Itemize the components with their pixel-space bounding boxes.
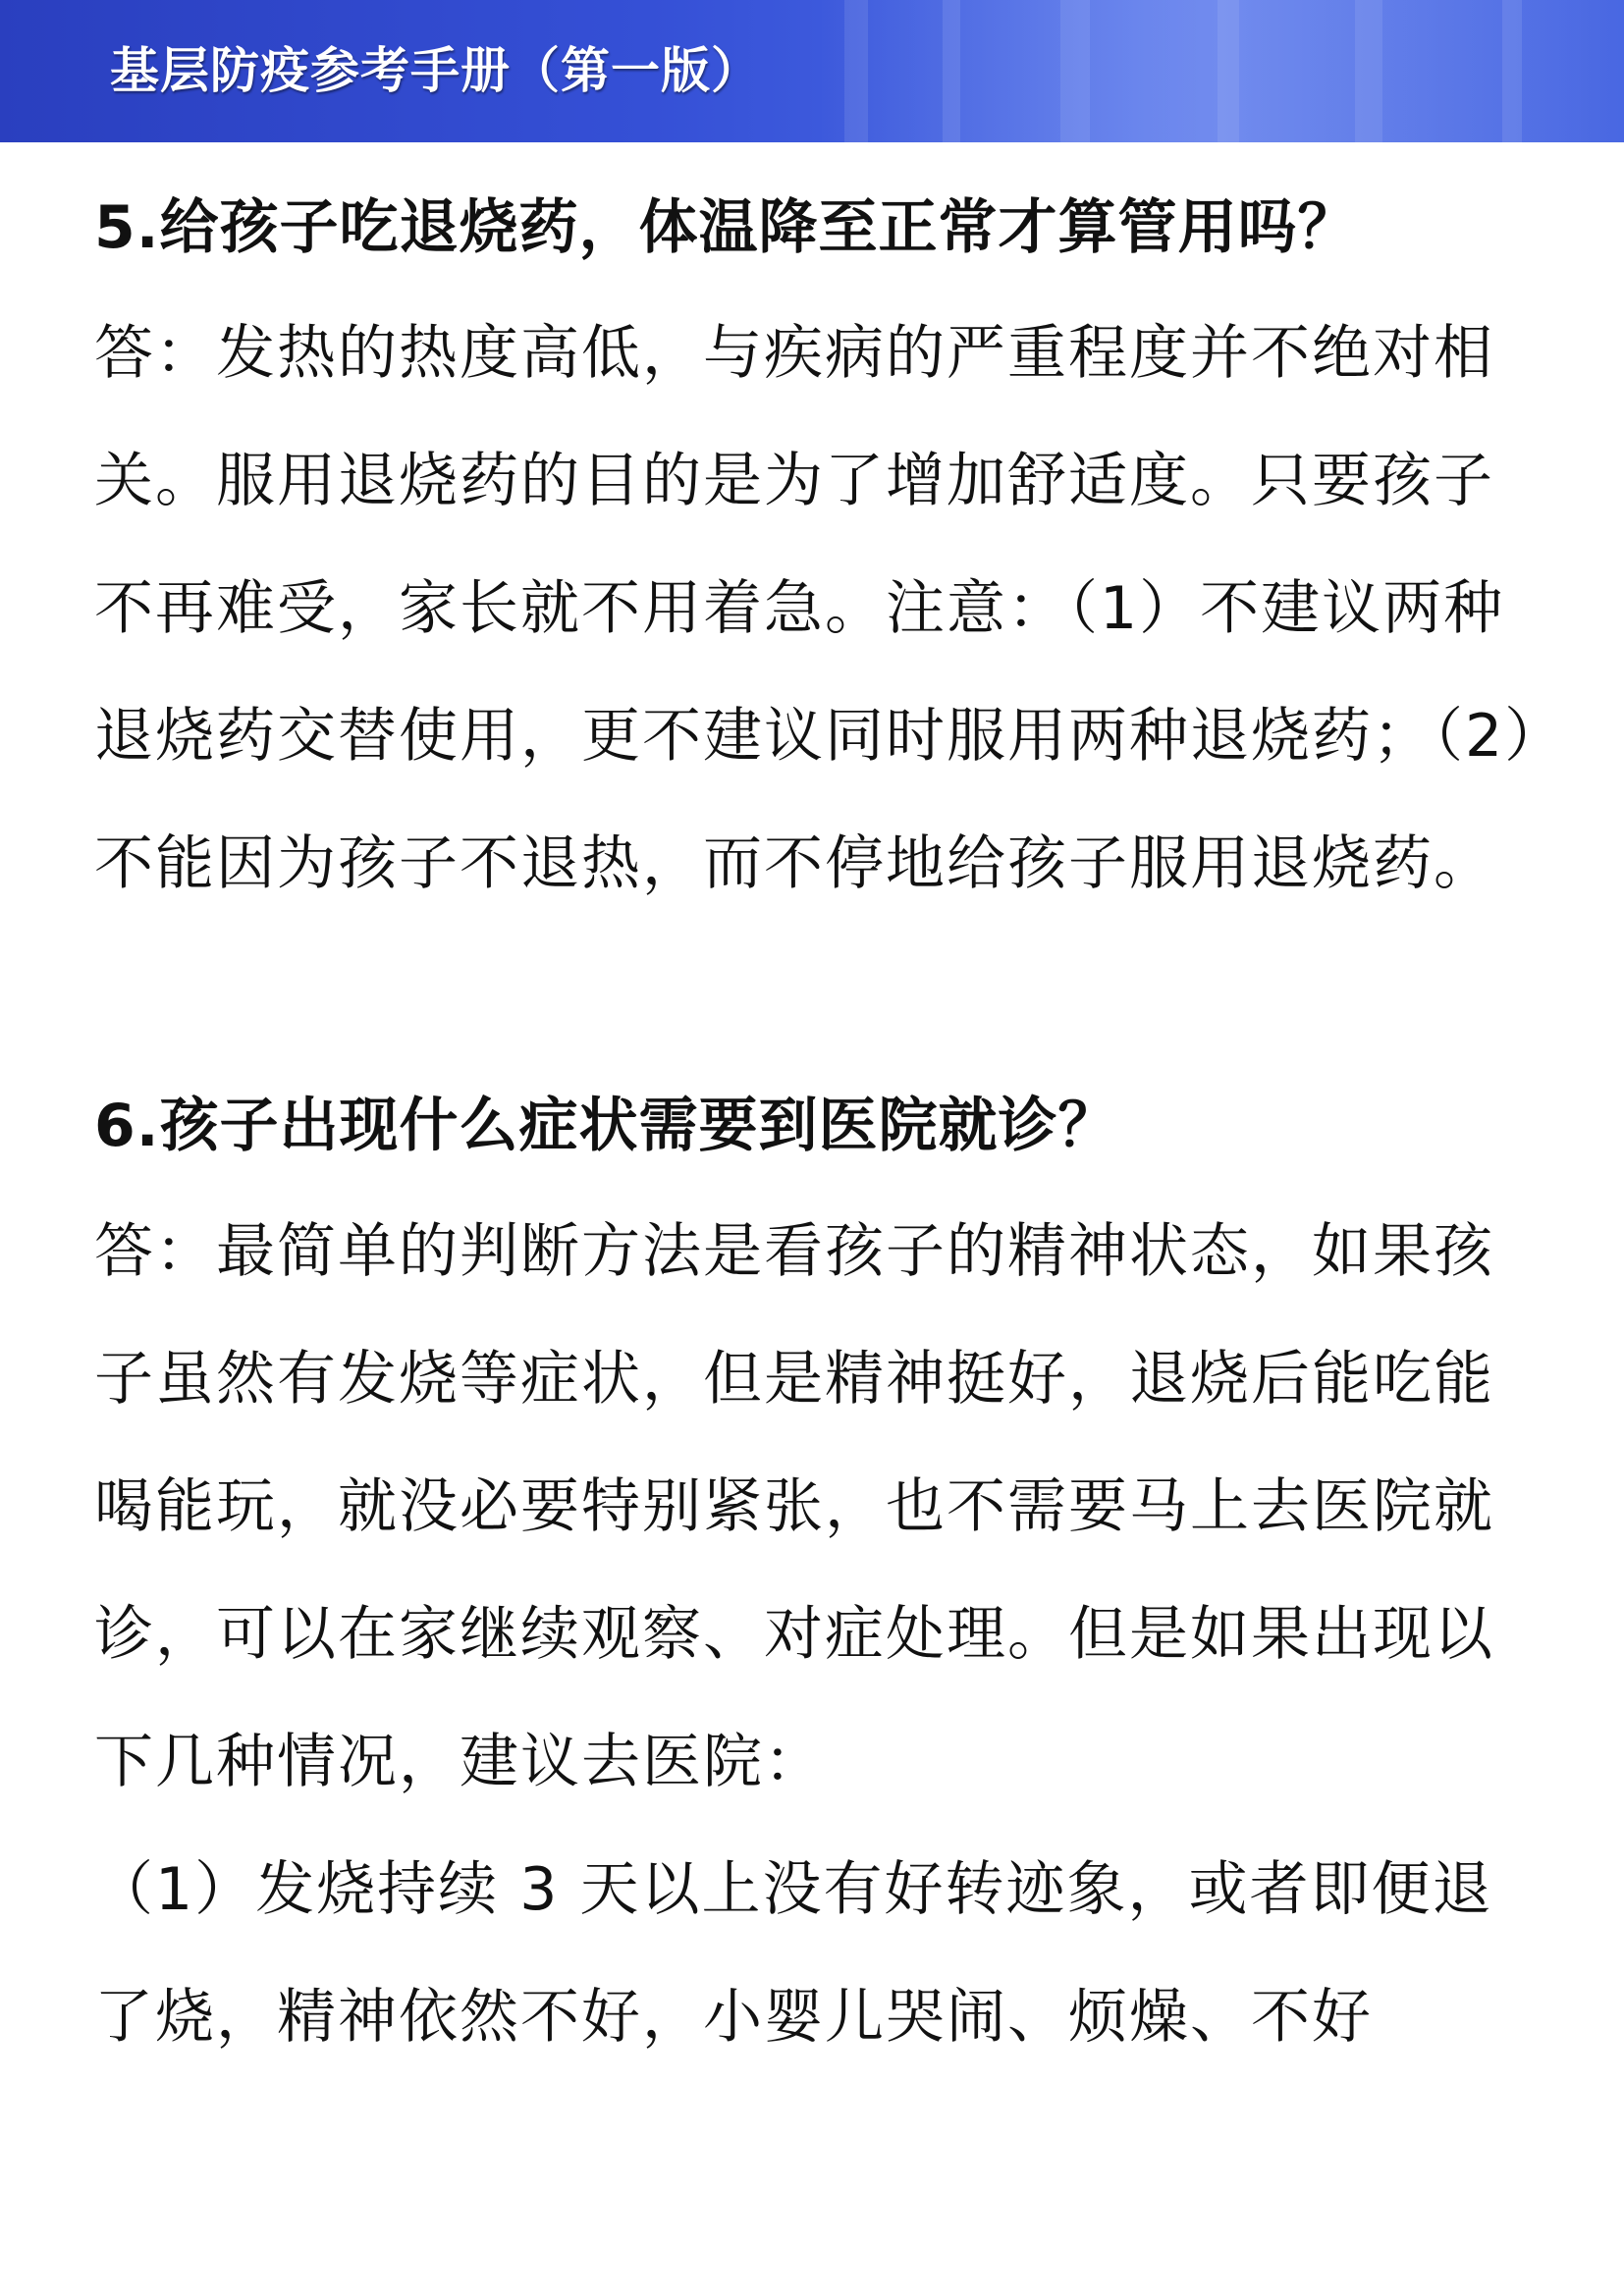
header-banner [0,0,1624,142]
document-body [94,167,1538,2081]
answer-paragraph: 答：发热的热度高低，与疾病的严重程度并不绝对相关。服用退烧药的目的是为了增加舒适度。只要孩子不再难受，家长就不用着急。注意：（1）不建议两种退烧药交替使用，更不建议同时服用两种退烧药；（2）不能因为孩子不退热，而不停地给孩子服用退烧药。 [94,319,1537,898]
answer-list-item: （1）发烧持续 3 天以上没有好转迹象，或者即便退了烧，精神依然不好，小婴儿哭闹、烦燥、不好 [94,1855,1493,2052]
section-q6 [94,1065,1538,2081]
section-spacer [94,928,1538,1065]
section-q5 [94,167,1538,928]
question-title: 5.给孩子吃退烧药，体温降至正常才算管用吗？ [94,193,1358,262]
question-title: 6.孩子出现什么症状需要到医院就诊？ [94,1092,1118,1160]
answer-paragraph: 答：最简单的判断方法是看孩子的精神状态，如果孩子虽然有发烧等症状，但是精神挺好，退烧后能吃能喝能玩，就没必要特别紧张，也不需要马上去医院就诊，可以在家继续观察、对症处理。但是如果出现以下几种情况，建议去医院： [94,1217,1494,1796]
manual-title: 基层防疫参考手册（第一版） [110,42,761,99]
banner-glow [819,0,1624,142]
